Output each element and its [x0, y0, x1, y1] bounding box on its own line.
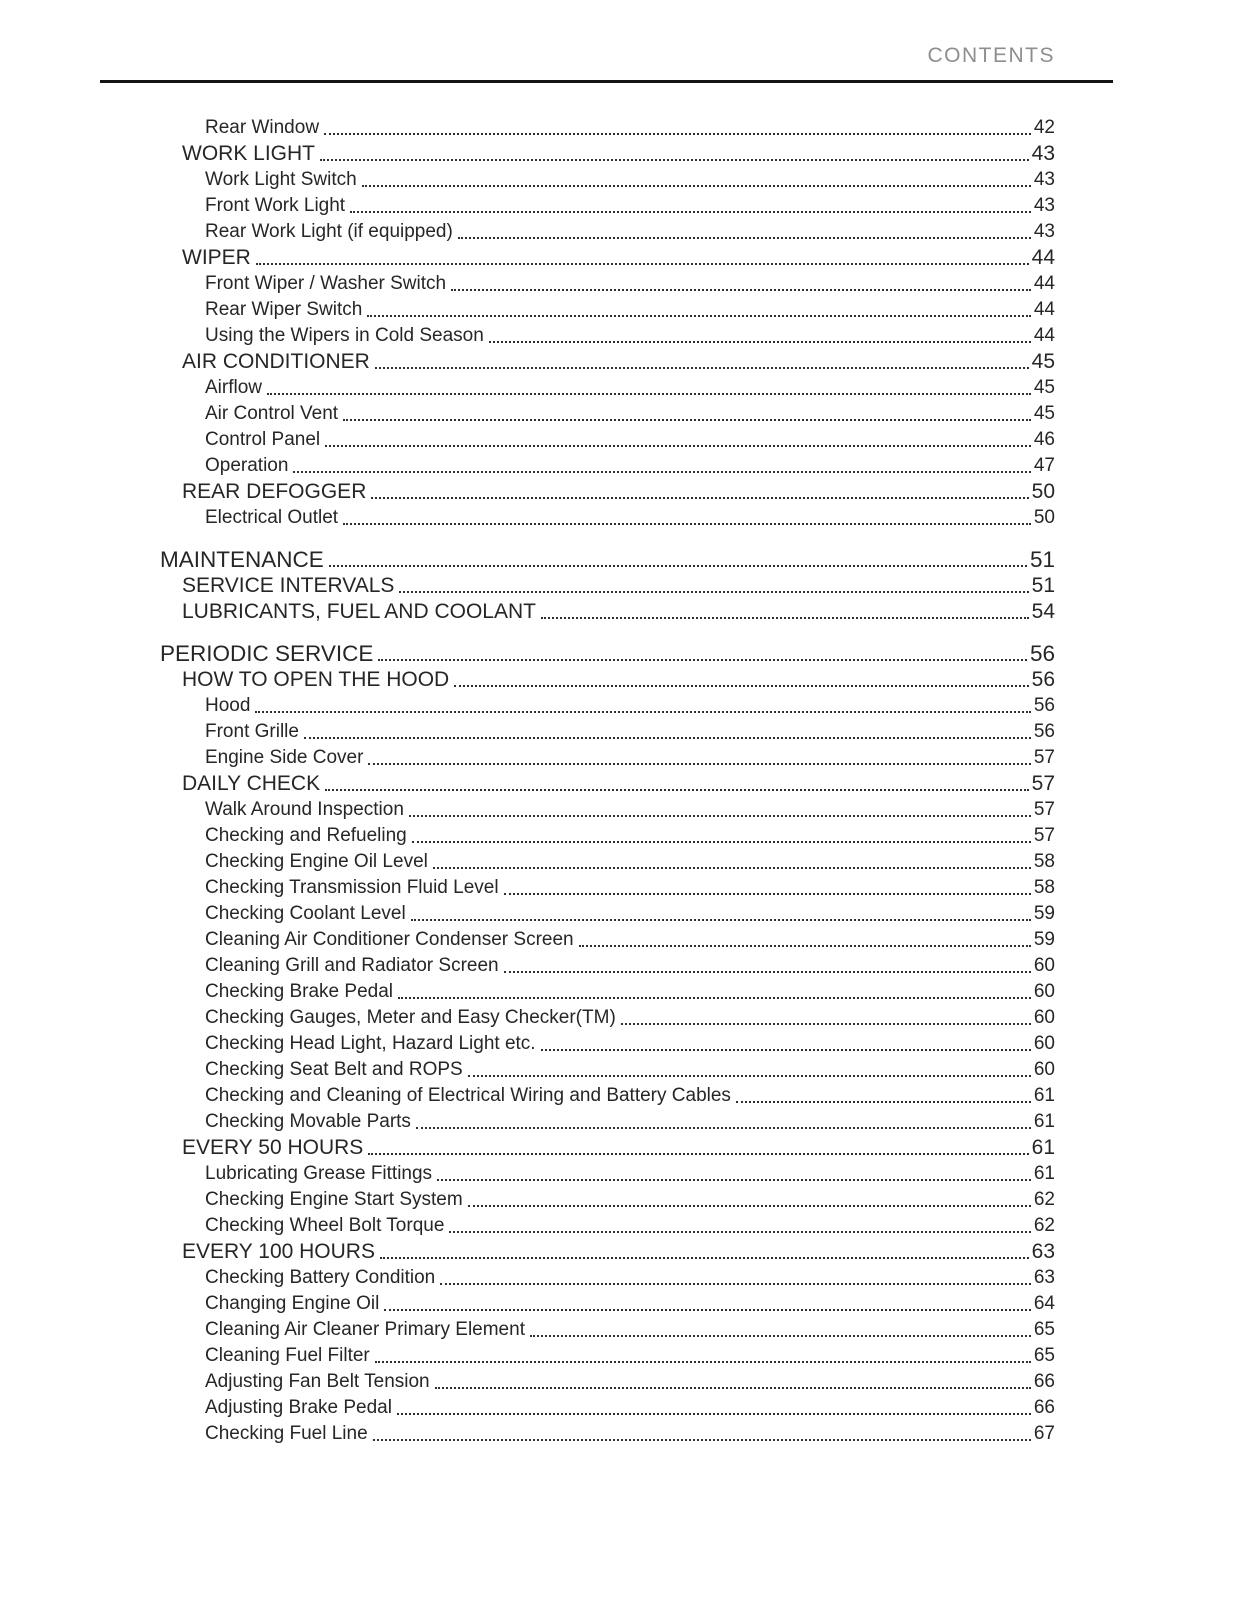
toc-dot-leader	[504, 893, 1031, 895]
toc-entry-page: 60	[1033, 1007, 1055, 1028]
toc-entry	[205, 875, 1055, 901]
toc-entry-label: LUBRICANTS, FUEL AND COOLANT	[182, 600, 536, 623]
toc-entry	[182, 1135, 1055, 1161]
toc-entry-page: 42	[1033, 117, 1055, 138]
toc-entry	[205, 427, 1055, 453]
toc-dot-leader	[320, 159, 1029, 161]
toc-entry-label: DAILY CHECK	[182, 772, 321, 795]
toc-dot-leader	[489, 341, 1031, 343]
toc-entry	[205, 1187, 1055, 1213]
toc-entry-page: 60	[1033, 955, 1055, 976]
toc-entry-label: Checking Transmission Fluid Level	[205, 877, 499, 898]
toc-entry-page: 61	[1031, 1136, 1055, 1159]
toc-entry-label: Checking Movable Parts	[205, 1111, 411, 1132]
toc-entry-page: 50	[1033, 507, 1055, 528]
toc-entry	[205, 849, 1055, 875]
toc-entry-label: PERIODIC SERVICE	[160, 641, 374, 666]
toc-dot-leader	[329, 565, 1027, 567]
toc-entry-label: HOW TO OPEN THE HOOD	[182, 668, 450, 691]
toc-entry	[205, 505, 1055, 531]
toc-entry	[205, 453, 1055, 479]
toc-entry	[205, 1031, 1055, 1057]
toc-entry	[182, 245, 1055, 271]
toc-dot-leader	[375, 1361, 1031, 1363]
toc-entry	[205, 1343, 1055, 1369]
toc-entry-page: 43	[1033, 169, 1055, 190]
toc-dot-leader	[362, 185, 1031, 187]
toc-dot-leader	[449, 1231, 1030, 1233]
toc-entry-label: Walk Around Inspection	[205, 799, 404, 820]
toc-entry-label: Adjusting Fan Belt Tension	[205, 1371, 430, 1392]
toc-entry-page: 54	[1031, 600, 1055, 623]
toc-entry	[205, 1109, 1055, 1135]
toc-dot-leader	[416, 1127, 1031, 1129]
toc-dot-leader	[343, 523, 1031, 525]
toc-dot-leader	[541, 1049, 1031, 1051]
toc-entry-page: 60	[1033, 981, 1055, 1002]
toc-entry	[205, 745, 1055, 771]
toc-entry-page: 58	[1033, 877, 1055, 898]
toc-entry-label: Control Panel	[205, 429, 321, 450]
toc-entry	[205, 401, 1055, 427]
toc-dot-leader	[378, 659, 1027, 661]
toc-entry-page: 44	[1033, 273, 1055, 294]
toc-dot-leader	[373, 1439, 1031, 1441]
toc-entry	[205, 297, 1055, 323]
toc-dot-leader	[451, 289, 1031, 291]
toc-entry-label: REAR DEFOGGER	[182, 480, 367, 503]
toc-dot-leader	[384, 1309, 1031, 1311]
toc-entry-page: 59	[1033, 903, 1055, 924]
toc-entry	[205, 167, 1055, 193]
toc-entry-page: 45	[1033, 377, 1055, 398]
toc-entry-label: Checking Head Light, Hazard Light etc.	[205, 1033, 536, 1054]
toc-dot-leader	[399, 591, 1028, 593]
toc-entry-label: Engine Side Cover	[205, 747, 364, 768]
toc-entry-page: 56	[1033, 695, 1055, 716]
toc-entry-label: Hood	[205, 695, 251, 716]
toc-entry-page: 43	[1033, 221, 1055, 242]
toc-entry	[182, 599, 1055, 625]
toc-entry-page: 56	[1031, 668, 1055, 691]
toc-dot-leader	[440, 1283, 1031, 1285]
toc-entry-label: Front Wiper / Washer Switch	[205, 273, 447, 294]
toc-entry-label: Lubricating Grease Fittings	[205, 1163, 433, 1184]
toc-entry-label: Checking Engine Oil Level	[205, 851, 428, 872]
toc-entry-label: Checking Fuel Line	[205, 1423, 368, 1444]
toc-entry-page: 67	[1033, 1423, 1055, 1444]
toc-dot-leader	[325, 445, 1031, 447]
toc-dot-leader	[579, 945, 1031, 947]
toc-entry-page: 63	[1033, 1267, 1055, 1288]
toc-dot-leader	[304, 737, 1031, 739]
toc-dot-leader	[255, 711, 1030, 713]
toc-entry-page: 66	[1033, 1397, 1055, 1418]
toc-entry	[205, 1421, 1055, 1447]
toc-dot-leader	[256, 263, 1029, 265]
toc-entry-label: AIR CONDITIONER	[182, 350, 370, 373]
toc-dot-leader	[350, 211, 1031, 213]
toc-entry-page: 61	[1033, 1085, 1055, 1106]
toc-entry-page: 62	[1033, 1189, 1055, 1210]
toc-dot-leader	[371, 497, 1028, 499]
toc-dot-leader	[736, 1101, 1031, 1103]
toc-dot-leader	[530, 1335, 1031, 1337]
toc-entry	[205, 1161, 1055, 1187]
toc-entry-page: 57	[1033, 747, 1055, 768]
toc-entry-label: Cleaning Air Cleaner Primary Element	[205, 1319, 525, 1340]
toc-entry	[205, 927, 1055, 953]
toc-entry	[205, 1005, 1055, 1031]
toc-entry-label: MAINTENANCE	[160, 547, 324, 572]
toc-entry-label: WORK LIGHT	[182, 142, 316, 165]
toc-entry-page: 62	[1033, 1215, 1055, 1236]
toc-entry	[182, 1239, 1055, 1265]
toc-entry	[205, 193, 1055, 219]
toc-entry-page: 65	[1033, 1319, 1055, 1340]
toc-entry-label: Electrical Outlet	[205, 507, 339, 528]
toc-entry-label: Checking and Refueling	[205, 825, 407, 846]
toc-entry	[205, 1317, 1055, 1343]
toc-dot-leader	[468, 1075, 1031, 1077]
toc-entry	[160, 547, 1055, 573]
toc-entry	[205, 1291, 1055, 1317]
toc-dot-leader	[343, 419, 1031, 421]
toc-entry-label: SERVICE INTERVALS	[182, 574, 395, 597]
toc-entry	[205, 797, 1055, 823]
toc-dot-leader	[454, 685, 1028, 687]
toc-entry-page: 61	[1033, 1163, 1055, 1184]
toc-entry	[182, 573, 1055, 599]
toc-dot-leader	[367, 315, 1031, 317]
toc-entry-page: 66	[1033, 1371, 1055, 1392]
toc-entry-page: 45	[1031, 350, 1055, 373]
toc-dot-leader	[504, 971, 1031, 973]
toc-entry-label: Rear Window	[205, 117, 320, 138]
toc-entry-page: 63	[1031, 1240, 1055, 1263]
toc-entry-page: 46	[1033, 429, 1055, 450]
toc-dot-leader	[368, 1153, 1028, 1155]
table-of-contents	[100, 115, 1113, 1447]
toc-entry-label: Rear Wiper Switch	[205, 299, 363, 320]
toc-entry-page: 44	[1033, 325, 1055, 346]
toc-entry-page: 43	[1033, 195, 1055, 216]
toc-dot-leader	[267, 393, 1031, 395]
toc-entry-label: Operation	[205, 455, 289, 476]
toc-entry-page: 57	[1031, 772, 1055, 795]
toc-entry-page: 60	[1033, 1059, 1055, 1080]
toc-entry-label: Checking Brake Pedal	[205, 981, 393, 1002]
toc-dot-leader	[411, 919, 1031, 921]
toc-dot-leader	[433, 867, 1031, 869]
toc-entry-page: 51	[1031, 574, 1055, 597]
toc-entry	[205, 979, 1055, 1005]
toc-entry	[182, 141, 1055, 167]
toc-dot-leader	[368, 763, 1030, 765]
toc-entry-label: WIPER	[182, 246, 251, 269]
toc-entry-page: 51	[1029, 547, 1055, 572]
toc-entry-label: EVERY 100 HOURS	[182, 1240, 375, 1263]
page-header-title: CONTENTS	[927, 44, 1055, 67]
toc-entry-label: Checking Gauges, Meter and Easy Checker(TM)	[205, 1007, 616, 1028]
toc-entry-label: Rear Work Light (if equipped)	[205, 221, 453, 242]
toc-dot-leader	[397, 1413, 1031, 1415]
toc-entry	[205, 1213, 1055, 1239]
toc-entry	[205, 1057, 1055, 1083]
toc-entry-page: 57	[1033, 799, 1055, 820]
toc-entry-label: Front Grille	[205, 721, 299, 742]
toc-entry	[205, 1369, 1055, 1395]
toc-entry	[205, 953, 1055, 979]
toc-entry-page: 45	[1033, 403, 1055, 424]
toc-entry-page: 61	[1033, 1111, 1055, 1132]
toc-entry-label: Changing Engine Oil	[205, 1293, 380, 1314]
toc-entry-page: 64	[1033, 1293, 1055, 1314]
toc-dot-leader	[621, 1023, 1031, 1025]
toc-entry-page: 56	[1033, 721, 1055, 742]
toc-dot-leader	[435, 1387, 1031, 1389]
toc-entry-page: 65	[1033, 1345, 1055, 1366]
toc-dot-leader	[375, 367, 1029, 369]
toc-entry	[182, 771, 1055, 797]
toc-entry-page: 56	[1029, 641, 1055, 666]
toc-entry-label: Checking Seat Belt and ROPS	[205, 1059, 463, 1080]
toc-entry-page: 50	[1031, 480, 1055, 503]
toc-entry-page: 60	[1033, 1033, 1055, 1054]
toc-entry-label: Using the Wipers in Cold Season	[205, 325, 484, 346]
toc-entry	[160, 641, 1055, 667]
toc-entry-page: 59	[1033, 929, 1055, 950]
toc-dot-leader	[458, 237, 1031, 239]
toc-entry	[205, 1395, 1055, 1421]
toc-dot-leader	[324, 133, 1031, 135]
toc-entry	[205, 1083, 1055, 1109]
toc-entry-label: Cleaning Grill and Radiator Screen	[205, 955, 499, 976]
toc-entry-page: 47	[1033, 455, 1055, 476]
toc-dot-leader	[398, 997, 1031, 999]
toc-dot-leader	[293, 471, 1030, 473]
toc-entry	[182, 349, 1055, 375]
toc-entry	[182, 479, 1055, 505]
toc-entry-label: Checking Coolant Level	[205, 903, 406, 924]
toc-entry-page: 57	[1033, 825, 1055, 846]
toc-entry-page: 58	[1033, 851, 1055, 872]
toc-entry	[205, 323, 1055, 349]
toc-entry	[205, 901, 1055, 927]
toc-dot-leader	[412, 841, 1031, 843]
toc-entry-label: Adjusting Brake Pedal	[205, 1397, 392, 1418]
toc-dot-leader	[409, 815, 1031, 817]
toc-entry	[205, 115, 1055, 141]
toc-entry-label: Checking Wheel Bolt Torque	[205, 1215, 445, 1236]
toc-entry	[205, 271, 1055, 297]
toc-dot-leader	[437, 1179, 1031, 1181]
header-divider	[100, 80, 1113, 83]
toc-entry	[182, 667, 1055, 693]
toc-dot-leader	[325, 789, 1029, 791]
toc-entry	[205, 823, 1055, 849]
toc-entry-label: Work Light Switch	[205, 169, 357, 190]
toc-entry-label: EVERY 50 HOURS	[182, 1136, 364, 1159]
toc-entry-label: Checking Engine Start System	[205, 1189, 463, 1210]
toc-entry	[205, 1265, 1055, 1291]
toc-entry-page: 44	[1031, 246, 1055, 269]
toc-dot-leader	[468, 1205, 1031, 1207]
toc-dot-leader	[380, 1257, 1029, 1259]
toc-entry-label: Airflow	[205, 377, 263, 398]
toc-entry-label: Front Work Light	[205, 195, 346, 216]
toc-entry-page: 43	[1031, 142, 1055, 165]
toc-entry	[205, 719, 1055, 745]
toc-dot-leader	[541, 617, 1029, 619]
toc-entry-label: Checking and Cleaning of Electrical Wiring and Battery Cables	[205, 1085, 731, 1106]
toc-entry-label: Cleaning Air Conditioner Condenser Screen	[205, 929, 574, 950]
toc-entry-page: 44	[1033, 299, 1055, 320]
toc-entry-label: Cleaning Fuel Filter	[205, 1345, 370, 1366]
toc-entry-label: Air Control Vent	[205, 403, 339, 424]
toc-entry	[205, 219, 1055, 245]
toc-entry	[205, 693, 1055, 719]
toc-entry-label: Checking Battery Condition	[205, 1267, 436, 1288]
toc-entry	[205, 375, 1055, 401]
